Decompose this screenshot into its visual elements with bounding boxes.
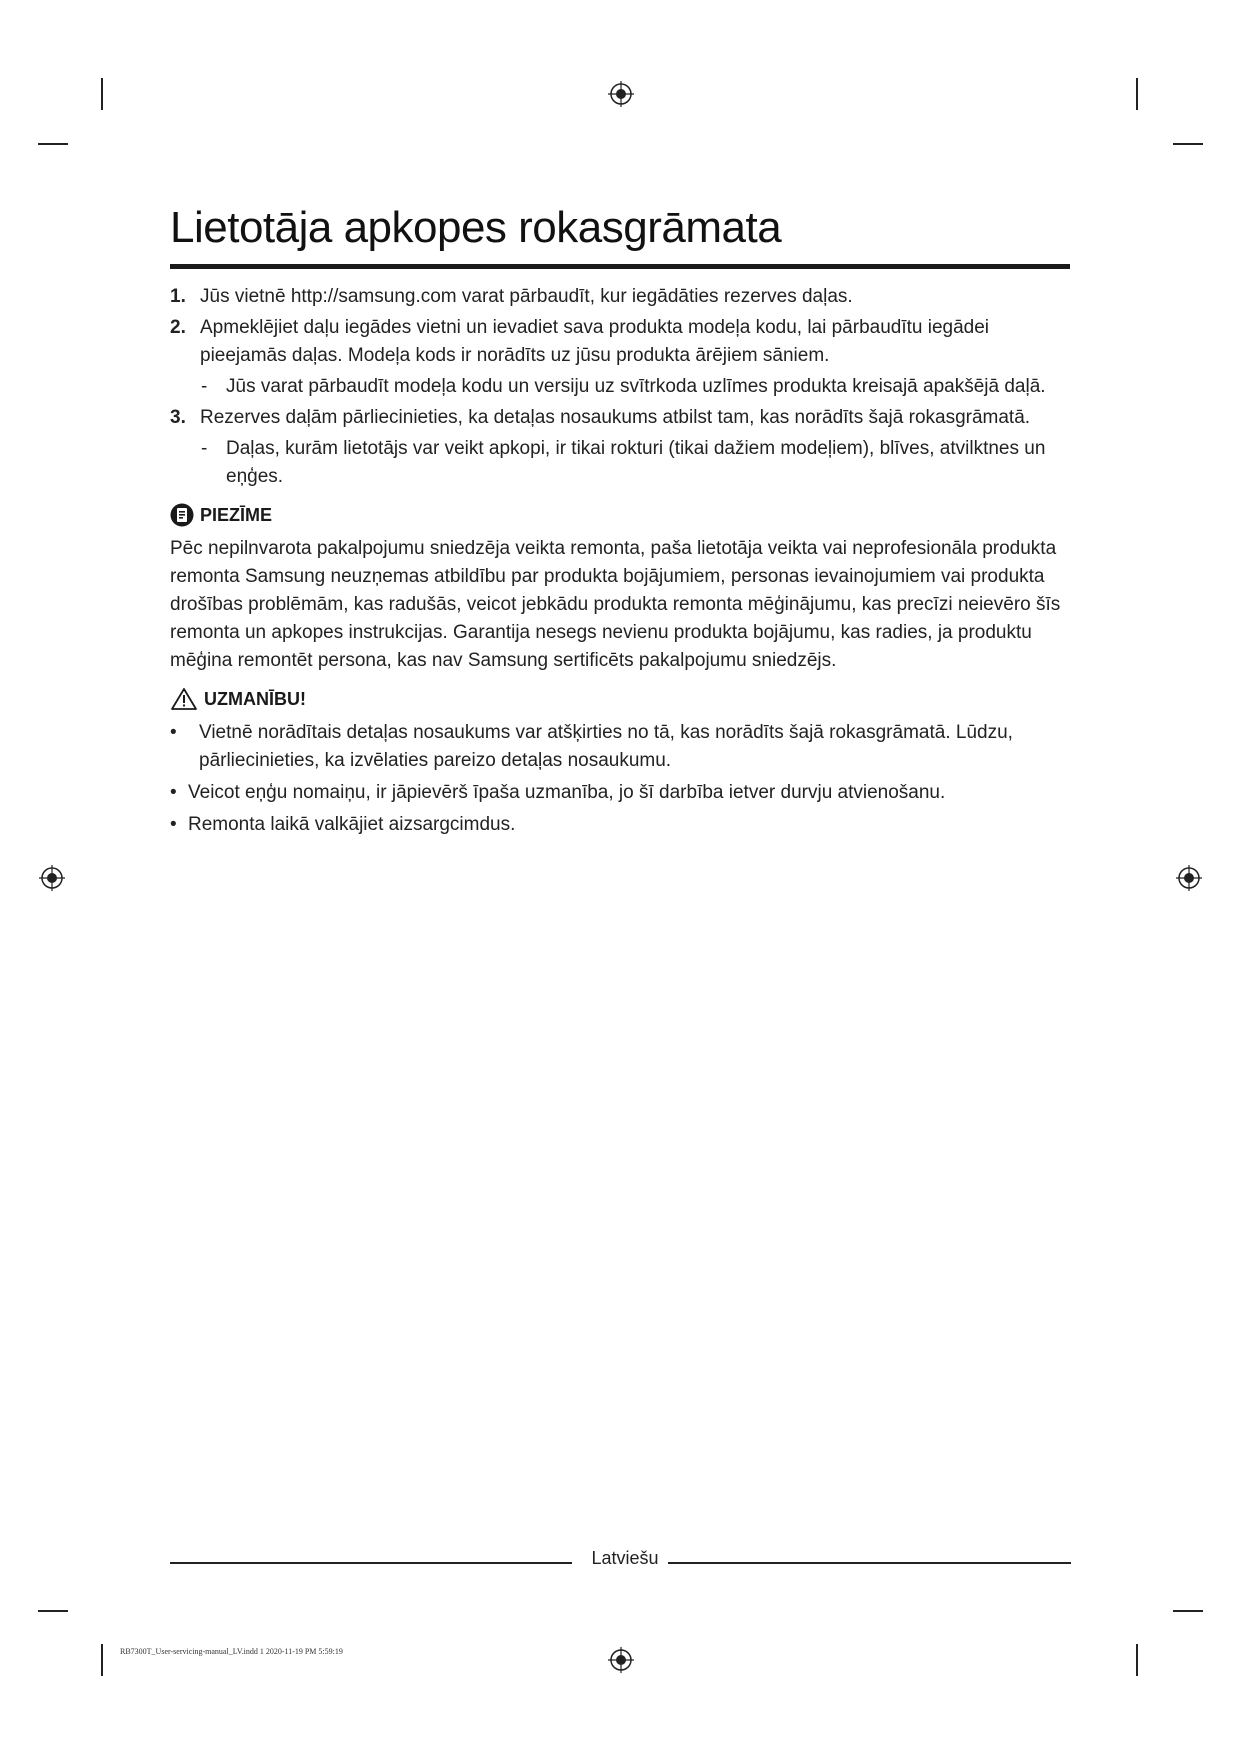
bullet-marker: •	[170, 722, 177, 743]
note-heading	[170, 501, 1070, 529]
caution-bullet	[170, 719, 1070, 775]
crop-mark	[101, 1644, 103, 1676]
step-text: Rezerves daļām pārliecinieties, ka detaļas nosaukums atbilst tam, kas norādīts šajā rokasgrāmatā.	[200, 407, 1031, 428]
steps-list	[170, 283, 1070, 491]
step-sub-item	[170, 435, 1070, 491]
note-icon	[170, 503, 194, 527]
step-sub-item	[170, 373, 1070, 401]
step-item	[170, 314, 1070, 370]
crop-mark	[38, 143, 68, 145]
bullet-marker: •	[170, 782, 177, 803]
page-title: Lietotāja apkopes rokasgrāmata	[170, 203, 782, 252]
footer-rule-right	[668, 1562, 1071, 1564]
crop-mark	[1173, 1610, 1203, 1612]
caution-bullet	[170, 811, 1070, 839]
caution-bullet-text: Vietnē norādītais detaļas nosaukums var atšķirties no tā, kas norādīts šajā rokasgrāmatā. Lūdzu, pārliecinieties, ka izvēlaties pareizo detaļas nosaukumu.	[199, 722, 1013, 771]
caution-bullet-text: Veicot eņģu nomaiņu, ir jāpievērš īpaša uzmanība, jo šī darbība ietver durvju atvienošanu.	[188, 782, 946, 803]
step-item	[170, 404, 1070, 432]
step-number: 2.	[170, 317, 186, 338]
crop-mark	[1136, 1644, 1138, 1676]
registration-mark-icon	[607, 1646, 635, 1674]
footer-rule-left	[170, 1562, 572, 1564]
step-item	[170, 283, 1070, 311]
crop-mark	[1136, 78, 1138, 110]
note-heading-label: PIEZĪME	[200, 504, 273, 525]
page-content	[170, 200, 1070, 843]
caution-heading-label: UZMANĪBU!	[204, 688, 306, 709]
step-number: 1.	[170, 286, 186, 307]
bullet-marker: •	[170, 814, 177, 835]
title-rule	[170, 264, 1070, 269]
registration-mark-icon	[607, 80, 635, 108]
registration-mark-icon	[1175, 864, 1203, 892]
note-text: Pēc nepilnvarota pakalpojumu sniedzēja veikta remonta, paša lietotāja veikta vai neprofesionāla produkta remonta Samsung neuzņemas atbildību par produkta bojājumiem, personas ievainojumiem vai produkta drošības problēmām, kas radušās, veicot jebkādu produkta remonta mēģinājumu, kas precīzi neievēro šīs remonta un apkopes instrukcijas. Garantija nesegs nevienu produkta bojājumu, kas radies, ja produktu mēģina remontēt persona, kas nav Samsung sertificēts pakalpojumu sniedzējs.	[170, 538, 1061, 671]
step-sub-text: Jūs varat pārbaudīt modeļa kodu un versiju uz svītrkoda uzlīmes produkta kreisajā apakšējā daļā.	[226, 376, 1046, 397]
step-text: Jūs vietnē http://samsung.com varat pārbaudīt, kur iegādāties rezerves daļas.	[200, 286, 853, 307]
dash-marker: -	[201, 438, 208, 459]
print-slug: RB7300T_User-servicing-manual_LV.indd 1 2020-11-19 PM 5:59:19	[120, 1647, 343, 1656]
step-sub-text: Daļas, kurām lietotājs var veikt apkopi, ir tikai rokturi (tikai dažiem modeļiem), blīves, atvilktnes un eņģes.	[226, 438, 1046, 487]
crop-mark	[1173, 143, 1203, 145]
step-text: Apmeklējiet daļu iegādes vietni un ievadiet sava produkta modeļa kodu, lai pārbaudītu iegādei pieejamās daļas. Modeļa kods ir norādīts uz jūsu produkta ārējiem sāniem.	[200, 317, 990, 366]
crop-mark	[101, 78, 103, 110]
crop-mark	[38, 1610, 68, 1612]
warning-triangle-icon	[170, 687, 198, 711]
step-number: 3.	[170, 407, 186, 428]
caution-bullet-text: Remonta laikā valkājiet aizsargcimdus.	[188, 814, 516, 835]
footer-language: Latviešu	[591, 1548, 659, 1568]
caution-bullet	[170, 779, 1070, 807]
caution-heading	[170, 685, 1070, 713]
registration-mark-icon	[38, 864, 66, 892]
dash-marker: -	[201, 376, 208, 397]
caution-list	[170, 719, 1070, 839]
